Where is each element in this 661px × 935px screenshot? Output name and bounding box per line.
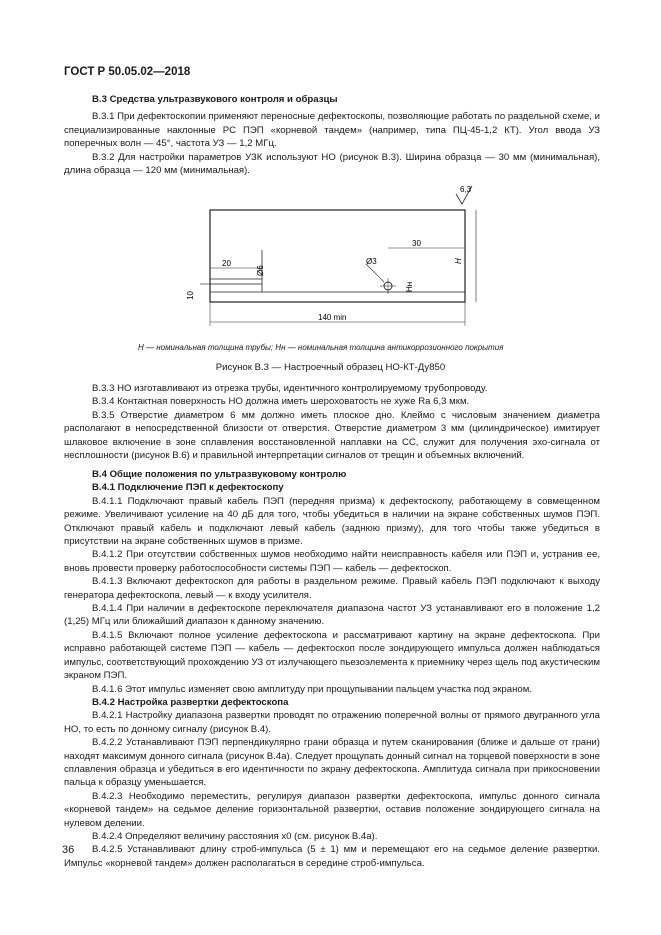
paragraph-b3-3: В.3.3 НО изготавливают из отрезка трубы, идентичного контролируемому трубопроводу. [92,383,488,394]
paragraph-b4-1-4: В.4.1.4 При наличии в дефектоскопе переключателя диапазона частот УЗ устанавливают его в положение 1,2 (1,25) МГц или ближайший диапазон к данному значению. [64,603,600,628]
paragraph-b4-1-1: В.4.1.1 Подключают правый кабель ПЭП (передняя призма) к дефектоскопу, работающему в совмещенном режиме. Увеличивают усиление на 40 дБ для того, чтобы убедиться в наличии на экране собственных шумов ПЭП. Отключают правый кабель и подключают левый кабель (заднюю призму), для того чтобы также убедиться в присутствии на экране собственных шумов в призме. [64,495,600,548]
paragraph-b4-2-1: В.4.2.1 Настройку диапазона развертки проводят по отражению поперечной волны от прямого двугранного угла НО, то есть по донному сигналу (рисунок В.4). [64,710,600,735]
subsection-b4-2-heading: В.4.2 Настройка развертки дефектоскопа [92,696,289,708]
paragraph-b3-4: В.3.4 Контактная поверхность НО должна иметь шероховатость не хуже Ra 6,3 мкм. [92,396,470,408]
dia-6-label: Ø6 [256,265,265,276]
roughness-label: 6,3 [460,185,472,194]
section-b4 [64,468,600,870]
paragraph-b4-1-3: В.4.1.3 Включают дефектоскоп для работы в раздельном режиме. Правый кабель ПЭП подключают к выходу генератора дефектоскопа, левый — к входу усилителя. [64,576,600,601]
dia-3-label: Ø3 [366,257,377,266]
section-b3-heading: В.3 Средства ультразвукового контроля и образцы [92,94,338,105]
paragraph-b4-1-2: В.4.1.2 При отсутствии собственных шумов необходимо найти неисправность кабеля или ПЭП и, устранив ее, вновь провести проверку работоспособности системы ПЭП — кабель — дефектоскоп. [64,549,600,574]
section-b3 [64,93,600,177]
specimen-outline [210,210,465,302]
paragraph-b4-2-4: В.4.2.4 Определяют величину расстояния x0 (см. рисунок В.4а). [92,830,378,842]
paragraph-b4-1-5: В.4.1.5 Включают полное усиление дефектоскопа и рассматривают картину на экране дефектоскопа. При исправно работающей системе ПЭП — кабель — дефектоскоп после зондирующего импульса должен наблюдаться импульс, соответствующий прохождению УЗ от излучающего пьезоэлемента к приемнику через щель под акустическим экраном ПЭП. [64,629,600,682]
paragraph-b3-5: В.3.5 Отверстие диаметром 6 мм должно иметь плоское дно. Клеймо с числовым значением диаметра располагают в непосредственной близости от отверстия. Отверстие диаметром 3 мм (цилиндрическое) имитирует шлаковое включение в зоне сплавления восстановленной наплавки на СС, служит для получения эхо-сигнала от несплошности (рисунок В.6) и правильной интерпретации сигналов от трещин и объемных включений. [64,409,600,462]
dim-20-label: 20 [222,259,231,268]
dim-30-label: 30 [412,239,421,248]
paragraph-b4-2-2: В.4.2.2 Устанавливают ПЭП перпендикулярно грани образца и путем сканирования (ближе и дальше от грани) находят максимум донного сигнала (рисунок В.4а). Следует прощупать донный сигнал на торцевой поверхности в зоне сплавления образца и убедиться в его идентичности по экрану дефектоскопа. Амплитуда сигнала при прикосновении пальца к образцу уменьшается. [64,737,600,789]
subsection-b4-1-heading: В.4.1 Подключение ПЭП к дефектоскопу [92,482,284,494]
section-b3-continued [64,382,600,462]
page-number: 36 [62,844,75,856]
dim-h-label: H [454,258,463,264]
section-b4-heading: В.4 Общие положения по ультразвуковому контролю [92,469,347,480]
figure-legend: H — номинальная толщина трубы; Hн — номинальная толщина антикоррозионного покрытия [138,343,504,352]
dim-10-label: 10 [186,291,195,300]
paragraph-b4-2-3: В.4.2.3 Необходимо переместить, регулируя диапазон развертки дефектоскопа, импульс донного сигнала «корневой тандем» на седьмое деление горизонтальной развертки, оставив положение зондирующего сигнала на нулевом делении. [64,790,600,829]
document-header: ГОСТ Р 50.05.02—2018 [64,66,191,78]
paragraph-b4-2-5: В.4.2.5 Устанавливают длину строб-импульса (5 ± 1) мм и перемещают его на седьмое деление развертки. Импульс «корневой тандем» должен располагаться в середине строб-импульса. [64,844,600,869]
dim-140-label: 140 min [318,313,347,322]
dia-3-leader [366,264,384,282]
figure-caption: Рисунок В.3 — Настроечный образец НО-КТ-Ду850 [215,362,446,373]
paragraph-b4-1-6: В.4.1.6 Этот импульс изменяет свою амплитуду при прощупывании пальцем участка под экраном. [92,683,532,695]
figure-b3-drawing [170,180,490,340]
paragraph-b3-2: В.3.2 Для настройки параметров УЗК используют НО (рисунок В.3). Ширина образца — 30 мм (минимальная), длина образца — 120 мм (минимальная). [64,151,600,177]
dim-hn-label: Hн [405,281,414,292]
paragraph-b3-1: В.3.1 При дефектоскопии применяют переносные дефектоскопы, позволяющие работать по раздельной схеме, и специализированные наклонные РС ПЭП «корневой тандем» (например, типа ПЦ-45-1,2 КТ). Угол ввода УЗ поперечных волн — 45°, частота УЗ — 1,2 МГц. [64,111,600,150]
